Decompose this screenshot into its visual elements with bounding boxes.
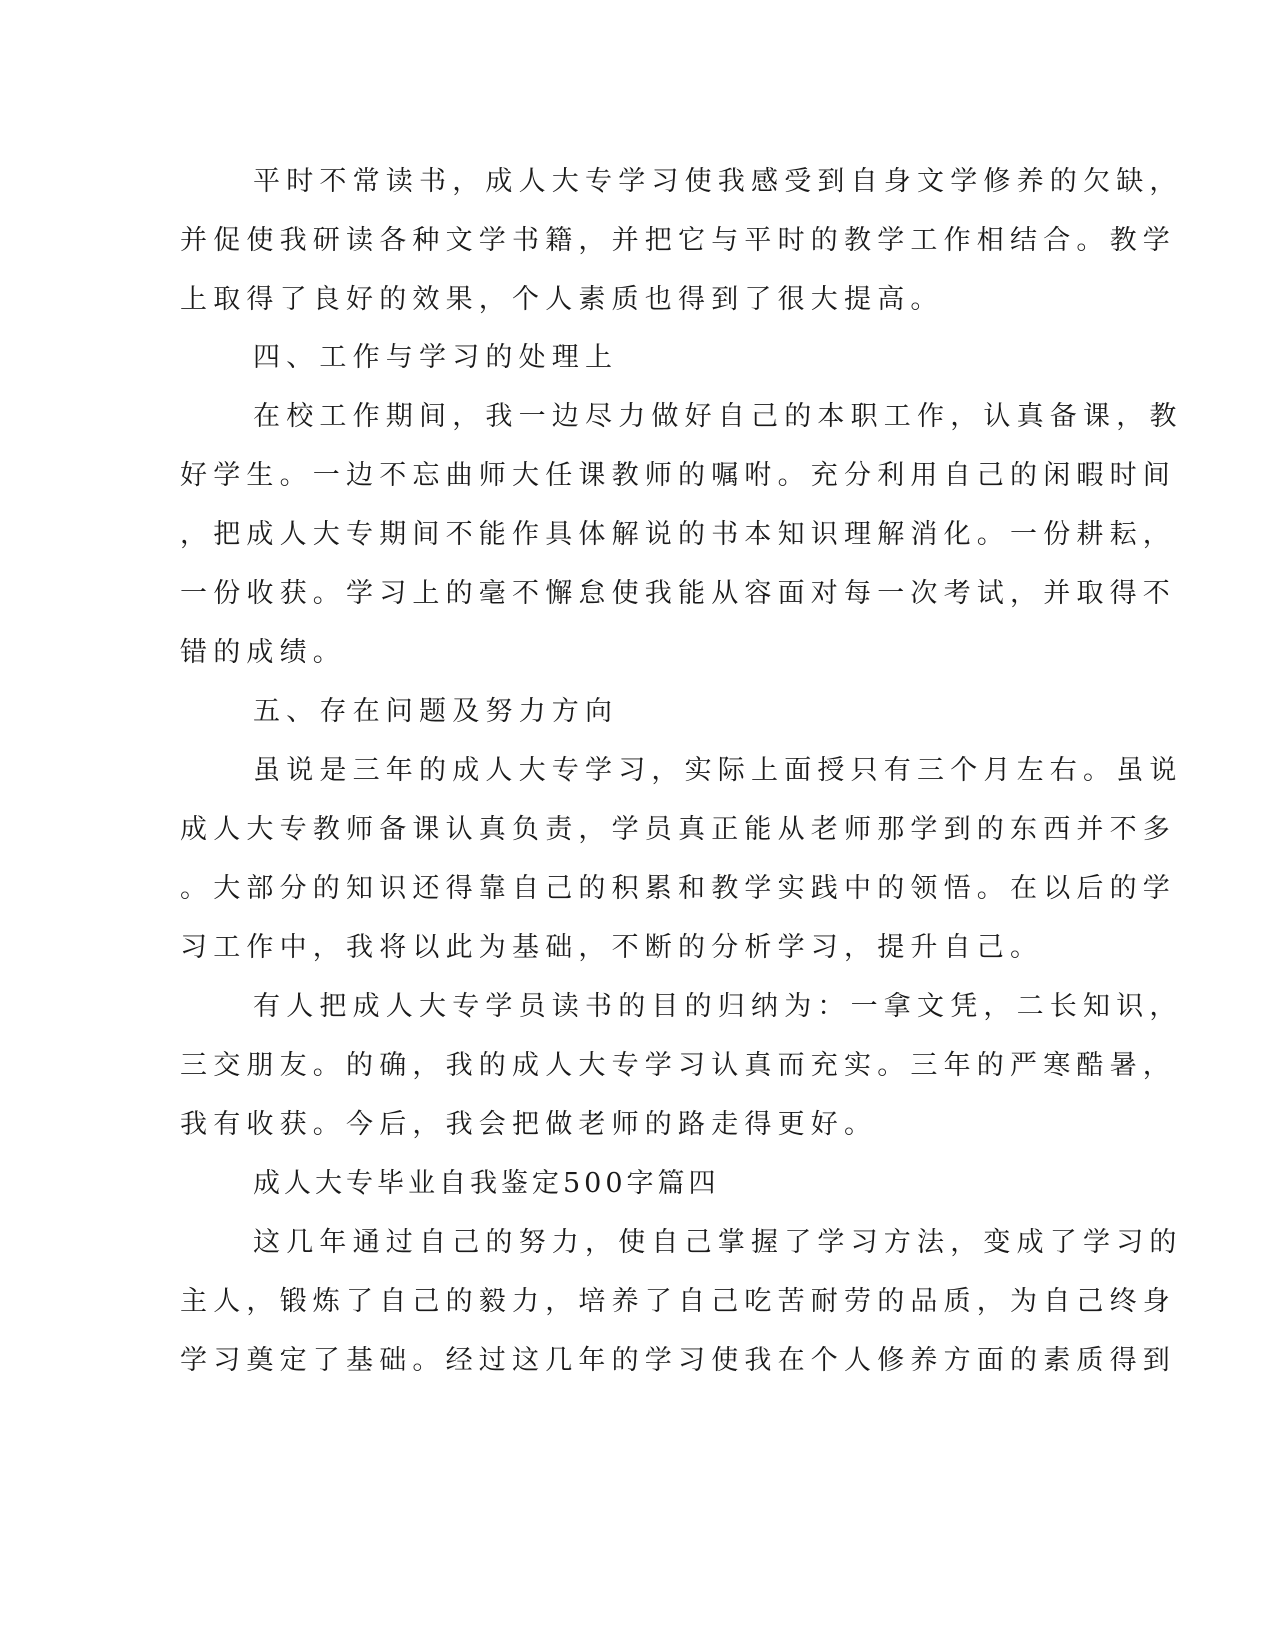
text-line: 上取得了良好的效果，个人素质也得到了很大提高。 (180, 284, 944, 315)
text-line: 错的成绩。 (180, 637, 346, 668)
text-line: 主人，锻炼了自己的毅力，培养了自己吃苦耐劳的品质，为自己终身 (180, 1286, 1176, 1317)
section-heading: 五、存在问题及努力方向 (253, 696, 619, 727)
section-heading: 成人大专毕业自我鉴定500字篇四 (253, 1168, 720, 1199)
text-line: 虽说是三年的成人大专学习，实际上面授只有三个月左右。虽说 (253, 755, 1183, 786)
text-line: 三交朋友。的确，我的成人大专学习认真而充实。三年的严寒酷暑， (180, 1050, 1176, 1081)
text-line: 有人把成人大专学员读书的目的归纳为：一拿文凭，二长知识， (253, 991, 1183, 1022)
text-line: 并促使我研读各种文学书籍，并把它与平时的教学工作相结合。教学 (180, 225, 1176, 256)
text-line: 在校工作期间，我一边尽力做好自己的本职工作，认真备课，教 (253, 401, 1183, 432)
text-line: 我有收获。今后，我会把做老师的路走得更好。 (180, 1109, 878, 1140)
text-line: 学习奠定了基础。经过这几年的学习使我在个人修养方面的素质得到 (180, 1345, 1176, 1376)
text-line: 这几年通过自己的努力，使自己掌握了学习方法，变成了学习的 (253, 1227, 1183, 1258)
section-heading: 四、工作与学习的处理上 (253, 342, 619, 373)
text-line: 。大部分的知识还得靠自己的积累和教学实践中的领悟。在以后的学 (180, 873, 1176, 904)
text-line: 好学生。一边不忘曲师大任课教师的嘱咐。充分利用自己的闲暇时间 (180, 460, 1176, 491)
text-line: 习工作中，我将以此为基础，不断的分析学习，提升自己。 (180, 932, 1044, 963)
text-line: 平时不常读书，成人大专学习使我感受到自身文学修养的欠缺， (253, 166, 1183, 197)
text-line: 一份收获。学习上的毫不懈怠使我能从容面对每一次考试，并取得不 (180, 578, 1176, 609)
text-line: ，把成人大专期间不能作具体解说的书本知识理解消化。一份耕耘， (180, 519, 1176, 550)
text-line: 成人大专教师备课认真负责，学员真正能从老师那学到的东西并不多 (180, 814, 1176, 845)
